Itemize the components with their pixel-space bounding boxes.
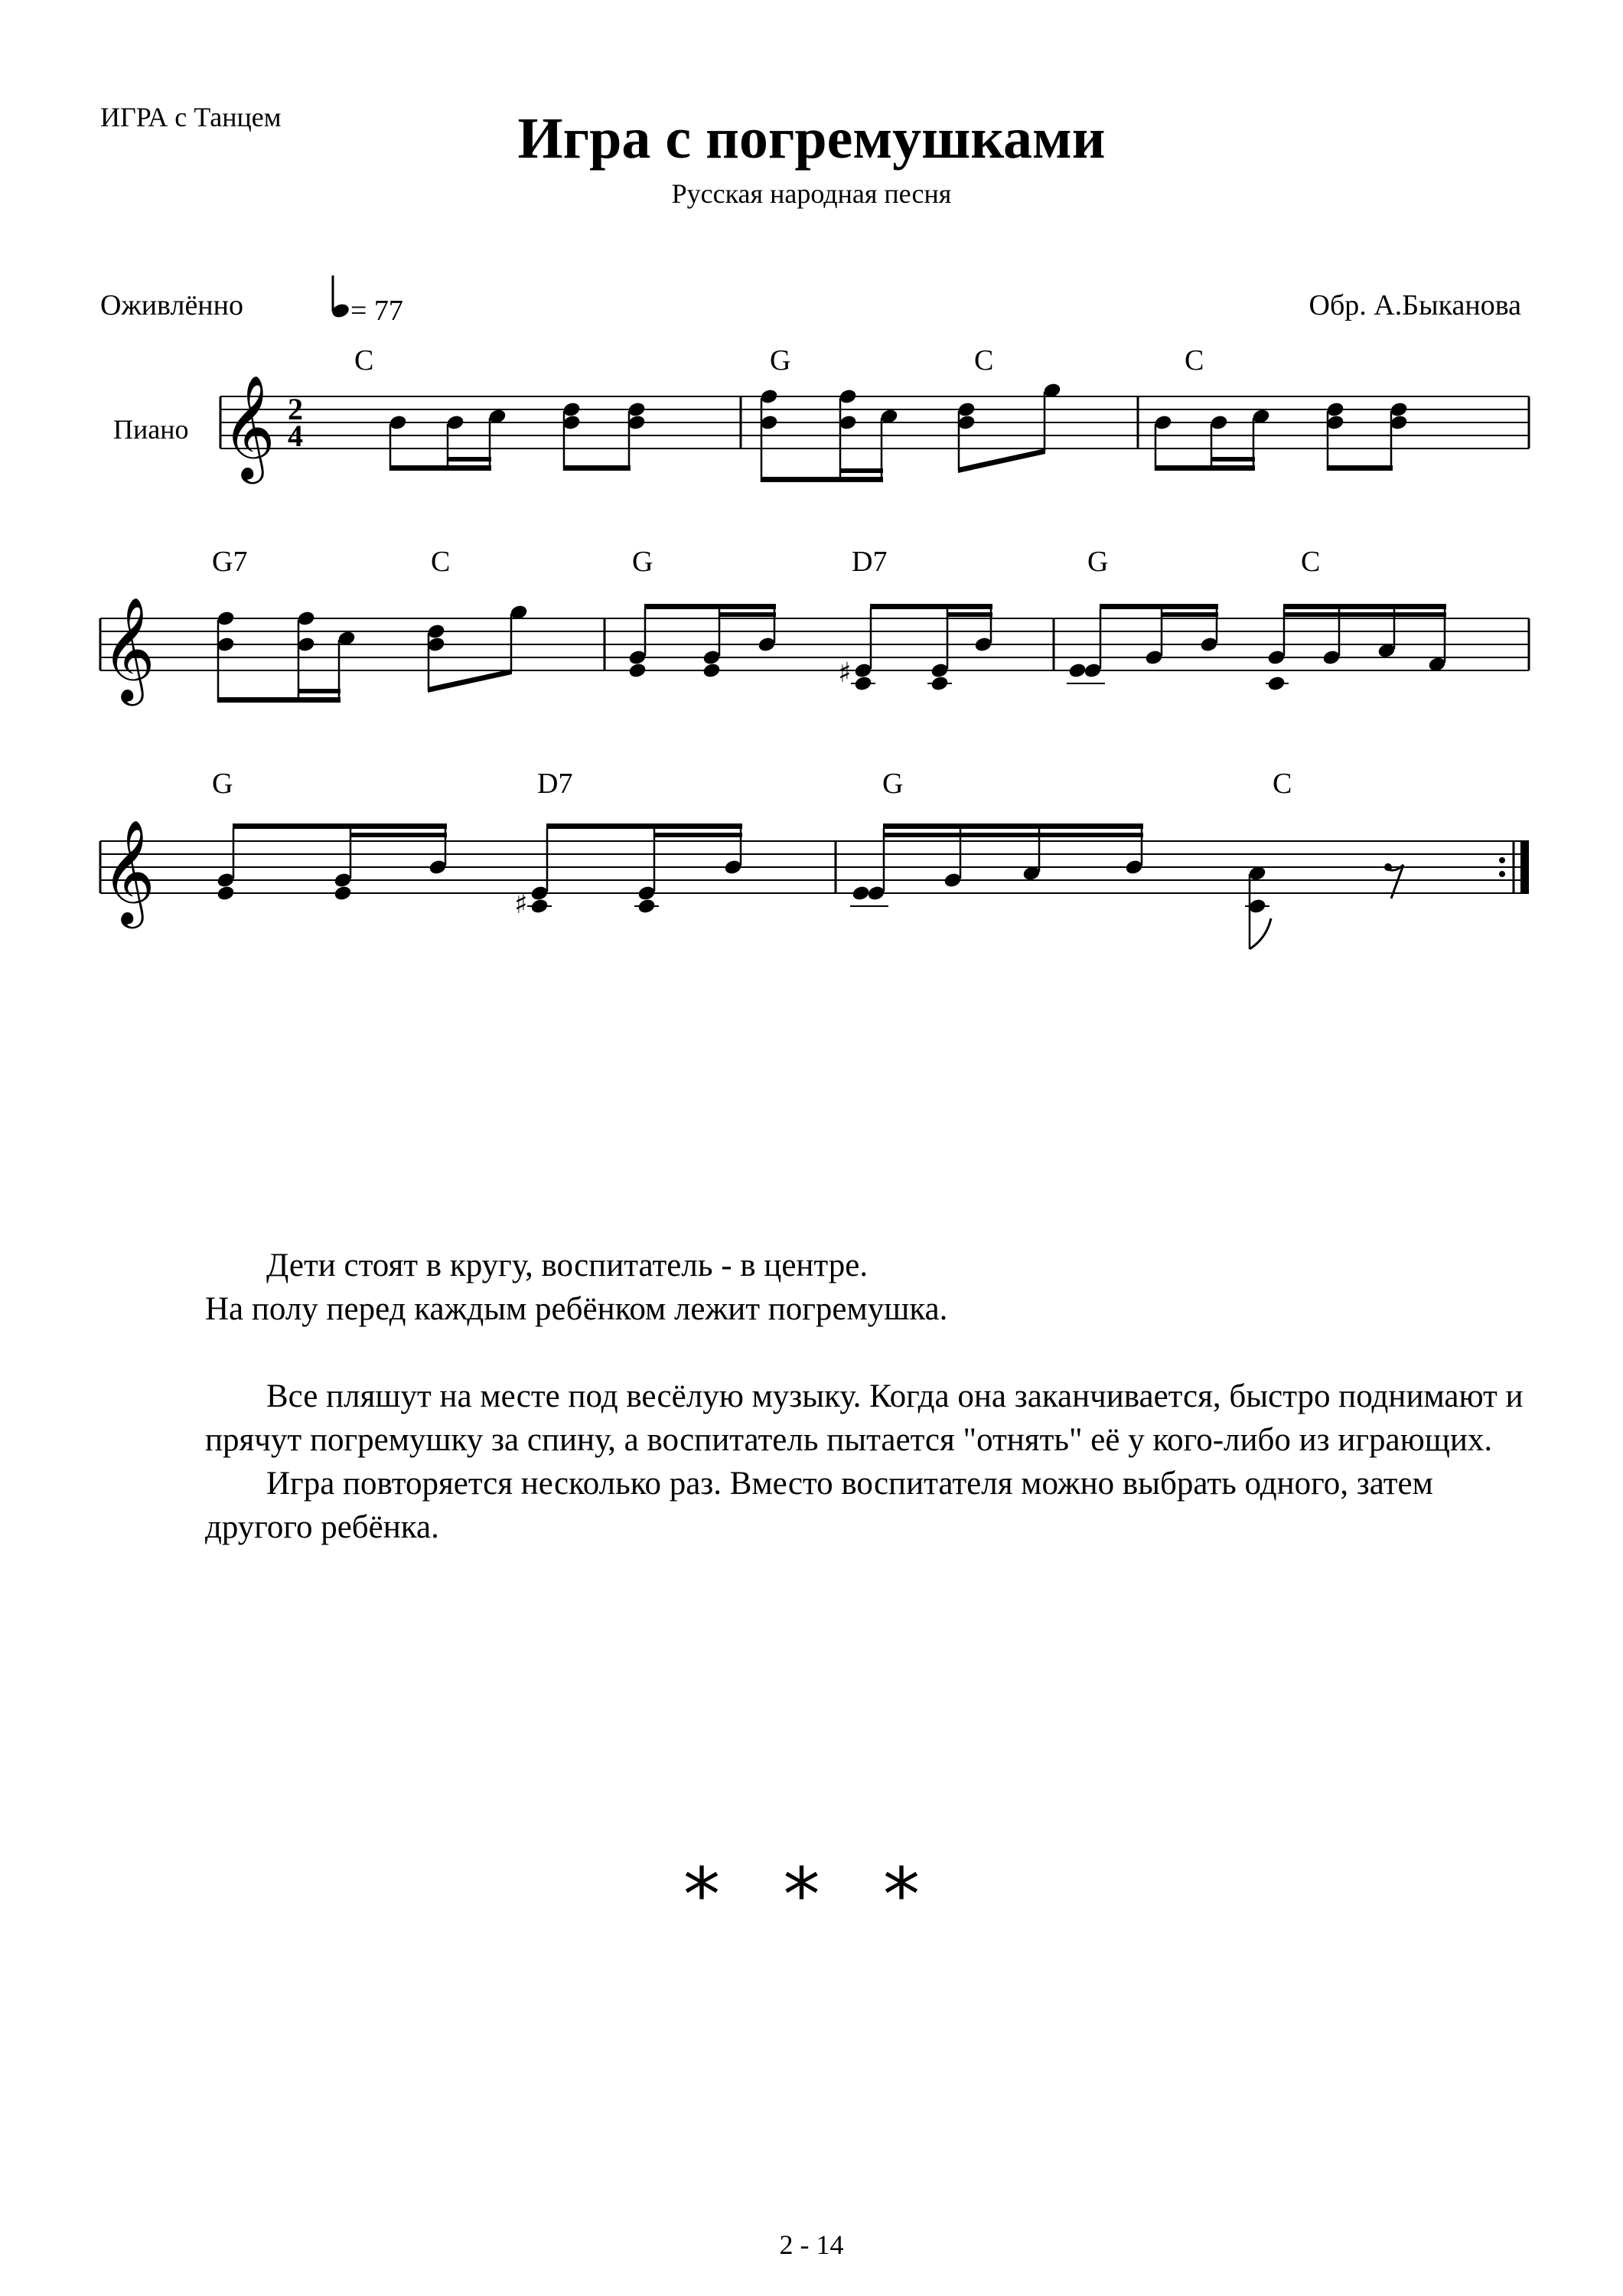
sharp-icon: ♯ [838,657,852,689]
tempo-mark: = 77 [350,295,403,327]
notes-measure-5 [628,604,992,691]
description-paragraph: Все пляшут на месте под весёлую музыку. Когда она заканчивается, быстро поднимают и прячут погремушку за спину, а воспитатель пытается "отнять" её у кого-либо из играющих. [205,1378,1524,1458]
description-paragraph: Дети стоят в кругу, воспитатель - в центре. [266,1247,869,1283]
page-title: Игра с погремушками [517,106,1106,171]
chord-symbol: C [354,344,374,377]
ornament-asterisks: * * * [683,1852,940,1938]
chord-symbol: D7 [537,768,573,800]
chord-symbol: C [1273,768,1292,800]
final-barline [1520,841,1529,893]
music-score [0,0,1623,995]
tempo-marking [331,276,403,327]
chord-symbol: G7 [212,546,248,578]
chord-symbol: G [1087,546,1109,578]
time-signature-bottom: 4 [288,419,303,453]
notes-measure-8 [850,823,1403,949]
tempo-word: Оживлённо [100,289,243,321]
treble-clef-icon: 𝄞 [102,818,155,924]
chord-symbol: C [431,546,451,578]
notes-measure-2 [760,383,1061,482]
page-number: 2 - 14 [779,2229,844,2260]
chord-symbol: C [974,344,994,377]
repeat-dot-icon [1499,871,1505,877]
staff-system-2 [100,618,1529,670]
chord-symbol: G [882,768,904,800]
staff-system-3 [100,841,1529,893]
notes-measure-7 [217,823,742,920]
game-description [205,1244,1537,1549]
chord-symbol: G [770,344,791,377]
chord-symbol: C [1301,546,1321,578]
description-paragraph: На полу перед каждым ребёнком лежит погремушка. [205,1291,948,1327]
genre-label: ИГРА с Танцем [100,102,282,132]
instrument-label: Пиано [113,414,189,445]
notes-measure-6 [1067,604,1446,691]
treble-clef-icon: 𝄞 [222,373,275,479]
treble-clef-icon: 𝄞 [102,595,155,701]
time-signature-top: 2 [288,392,303,426]
subtitle: Русская народная песня [671,178,952,209]
sharp-icon: ♯ [514,889,528,920]
repeat-dot-icon [1499,857,1505,863]
chord-symbol: G [632,546,653,578]
arranger: Обр. А.Быканова [1309,289,1521,321]
chord-symbol: G [212,768,233,800]
chord-symbol: D7 [852,546,888,578]
chord-symbol: C [1185,344,1204,377]
description-paragraph: Игра повторяется несколько раз. Вместо воспитателя можно выбрать одного, затем другого ребёнка. [205,1466,1433,1545]
